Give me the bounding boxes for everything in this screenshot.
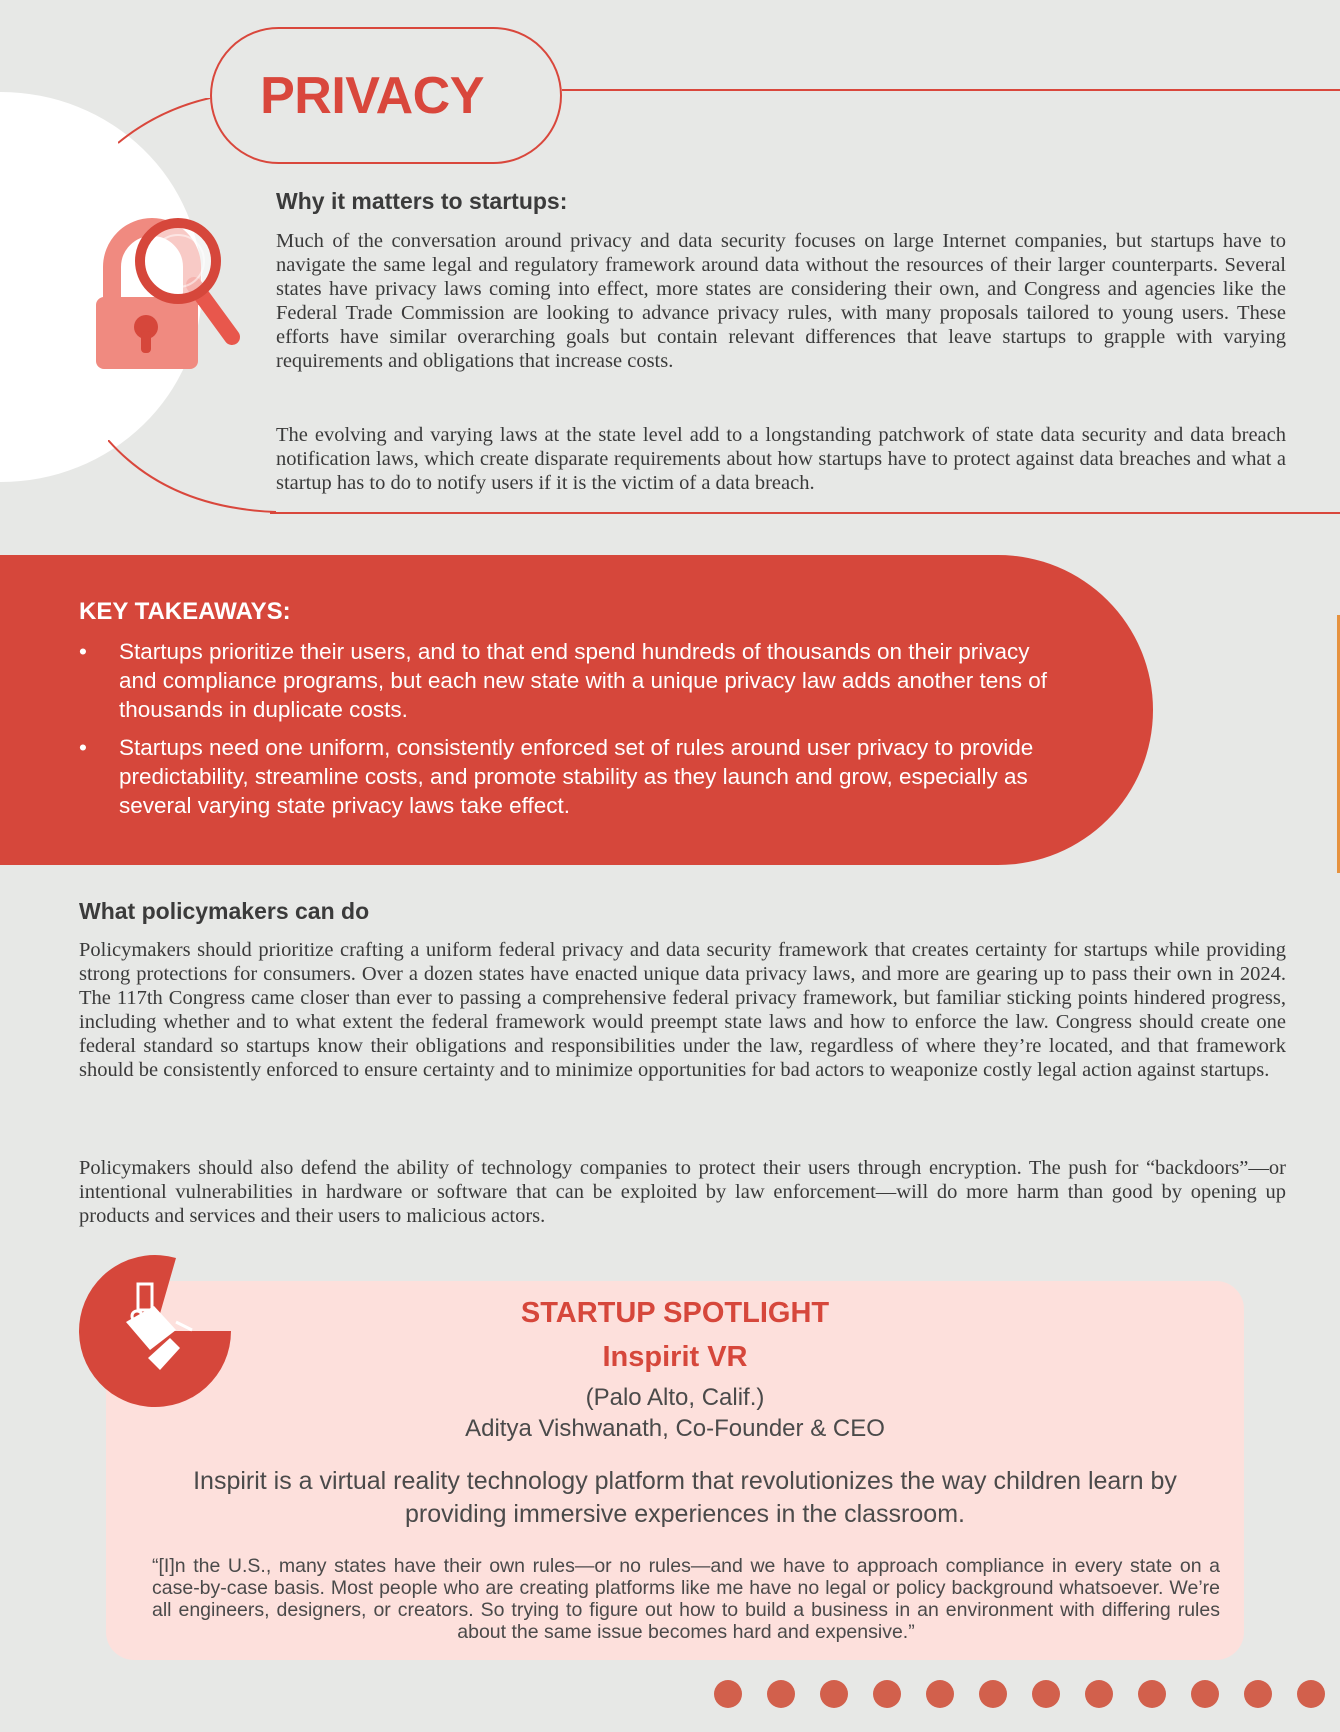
bullet-icon: • <box>79 735 87 760</box>
takeaway-text: Startups prioritize their users, and to that end spend hundreds of thousands on their privacy and compliance programs, but each new state with a unique privacy law adds another tens of thousands in duplicate costs. <box>119 639 1048 722</box>
list-item <box>79 733 1069 820</box>
why-paragraph-2: The evolving and varying laws at the state level add to a longstanding patchwork of state data security and data breach notification laws, which create disparate requirements about how startups have to protect against data breaches and what a startup has to do to notify users if it is the victim of a data breach. <box>276 424 1286 494</box>
decorative-dots <box>714 1680 1340 1708</box>
dot <box>714 1680 742 1708</box>
spotlight-description: Inspirit is a virtual reality technology platform that revolutionizes the way children learn by providing immersive experiences in the classroom. <box>193 1467 1177 1528</box>
section-rule <box>270 512 1340 514</box>
dot <box>1032 1680 1060 1708</box>
dot <box>926 1680 954 1708</box>
dot <box>1244 1680 1272 1708</box>
lock-magnifier-icon <box>90 205 250 375</box>
list-item <box>79 637 1069 724</box>
dot <box>1191 1680 1219 1708</box>
dot <box>767 1680 795 1708</box>
dot <box>979 1680 1007 1708</box>
takeaways-list <box>79 637 1069 829</box>
spotlight-title: STARTUP SPOTLIGHT <box>520 1297 830 1329</box>
dot <box>873 1680 901 1708</box>
dot <box>1138 1680 1166 1708</box>
dot <box>820 1680 848 1708</box>
page-title: PRIVACY <box>260 66 484 125</box>
spotlight-location: (Palo Alto, Calif.) <box>585 1384 765 1411</box>
dot <box>1297 1680 1325 1708</box>
title-pill <box>210 27 562 164</box>
spotlight-person: Aditya Vishwanath, Co-Founder & CEO <box>465 1415 885 1442</box>
takeaway-text: Startups need one uniform, consistently enforced set of rules around user privacy to provide predictability, streamline costs, and promote stability as they launch and grow, especially as several varying state privacy laws take effect. <box>119 735 1034 818</box>
header-rule <box>562 89 1340 91</box>
spotlight-company: Inspirit VR <box>602 1341 748 1373</box>
policymakers-paragraph-2: Policymakers should also defend the ability of technology companies to protect their users through encryption. The push for “backdoors”—or intentional vulnerabilities in hardware or software that can be exploited by law enforcement—will do more harm than good by opening up products and services and their users to malicious actors. <box>79 1157 1286 1227</box>
why-heading: Why it matters to startups: <box>276 188 568 214</box>
takeaways-heading: KEY TAKEAWAYS: <box>79 598 291 625</box>
dot <box>1085 1680 1113 1708</box>
why-paragraph-1: Much of the conversation around privacy and data security focuses on large Internet companies, but startups have to navigate the same legal and regulatory framework around data without the resources of their larger counterparts. Several states have privacy laws coming into effect, more states are considering their own, and Congress and agencies like the Federal Trade Commission are looking to advance privacy rules, with many proposals tailored to young users. These efforts have similar overarching goals but contain relevant differences that leave startups to grapple with varying requirements and obligations that increase costs. <box>276 230 1286 372</box>
policymakers-heading: What policymakers can do <box>79 898 370 924</box>
policymakers-paragraph-1: Policymakers should prioritize crafting a uniform federal privacy and data security framework that creates certainty for startups while providing strong protections for consumers. Over a dozen states have enacted unique data privacy laws, and more are gearing up to pass their own in 2024. The 117th Congress came closer than ever to passing a comprehensive federal privacy framework, but familiar sticking points hindered progress, including whether and to what extent the federal framework would preempt state laws and how to enforce the law. Congress should create one federal standard so startups know their obligations and responsibilities under the law, regardless of where they’re located, and that framework should be consistently enforced to ensure certainty and to minimize opportunities for bad actors to weaponize costly legal action against startups. <box>79 939 1286 1081</box>
spotlight-quote: “[I]n the U.S., many states have their own rules—or no rules—and we have to approach compliance in every state on a case-by-case basis. Most people who are creating platforms like me have no legal or policy background whatsoever. We’re all engineers, designers, or creators. So trying to figure out how to build a business in an environment with differing rules about the same issue becomes hard and expensive.” <box>152 1555 1220 1643</box>
bullet-icon: • <box>79 639 87 664</box>
